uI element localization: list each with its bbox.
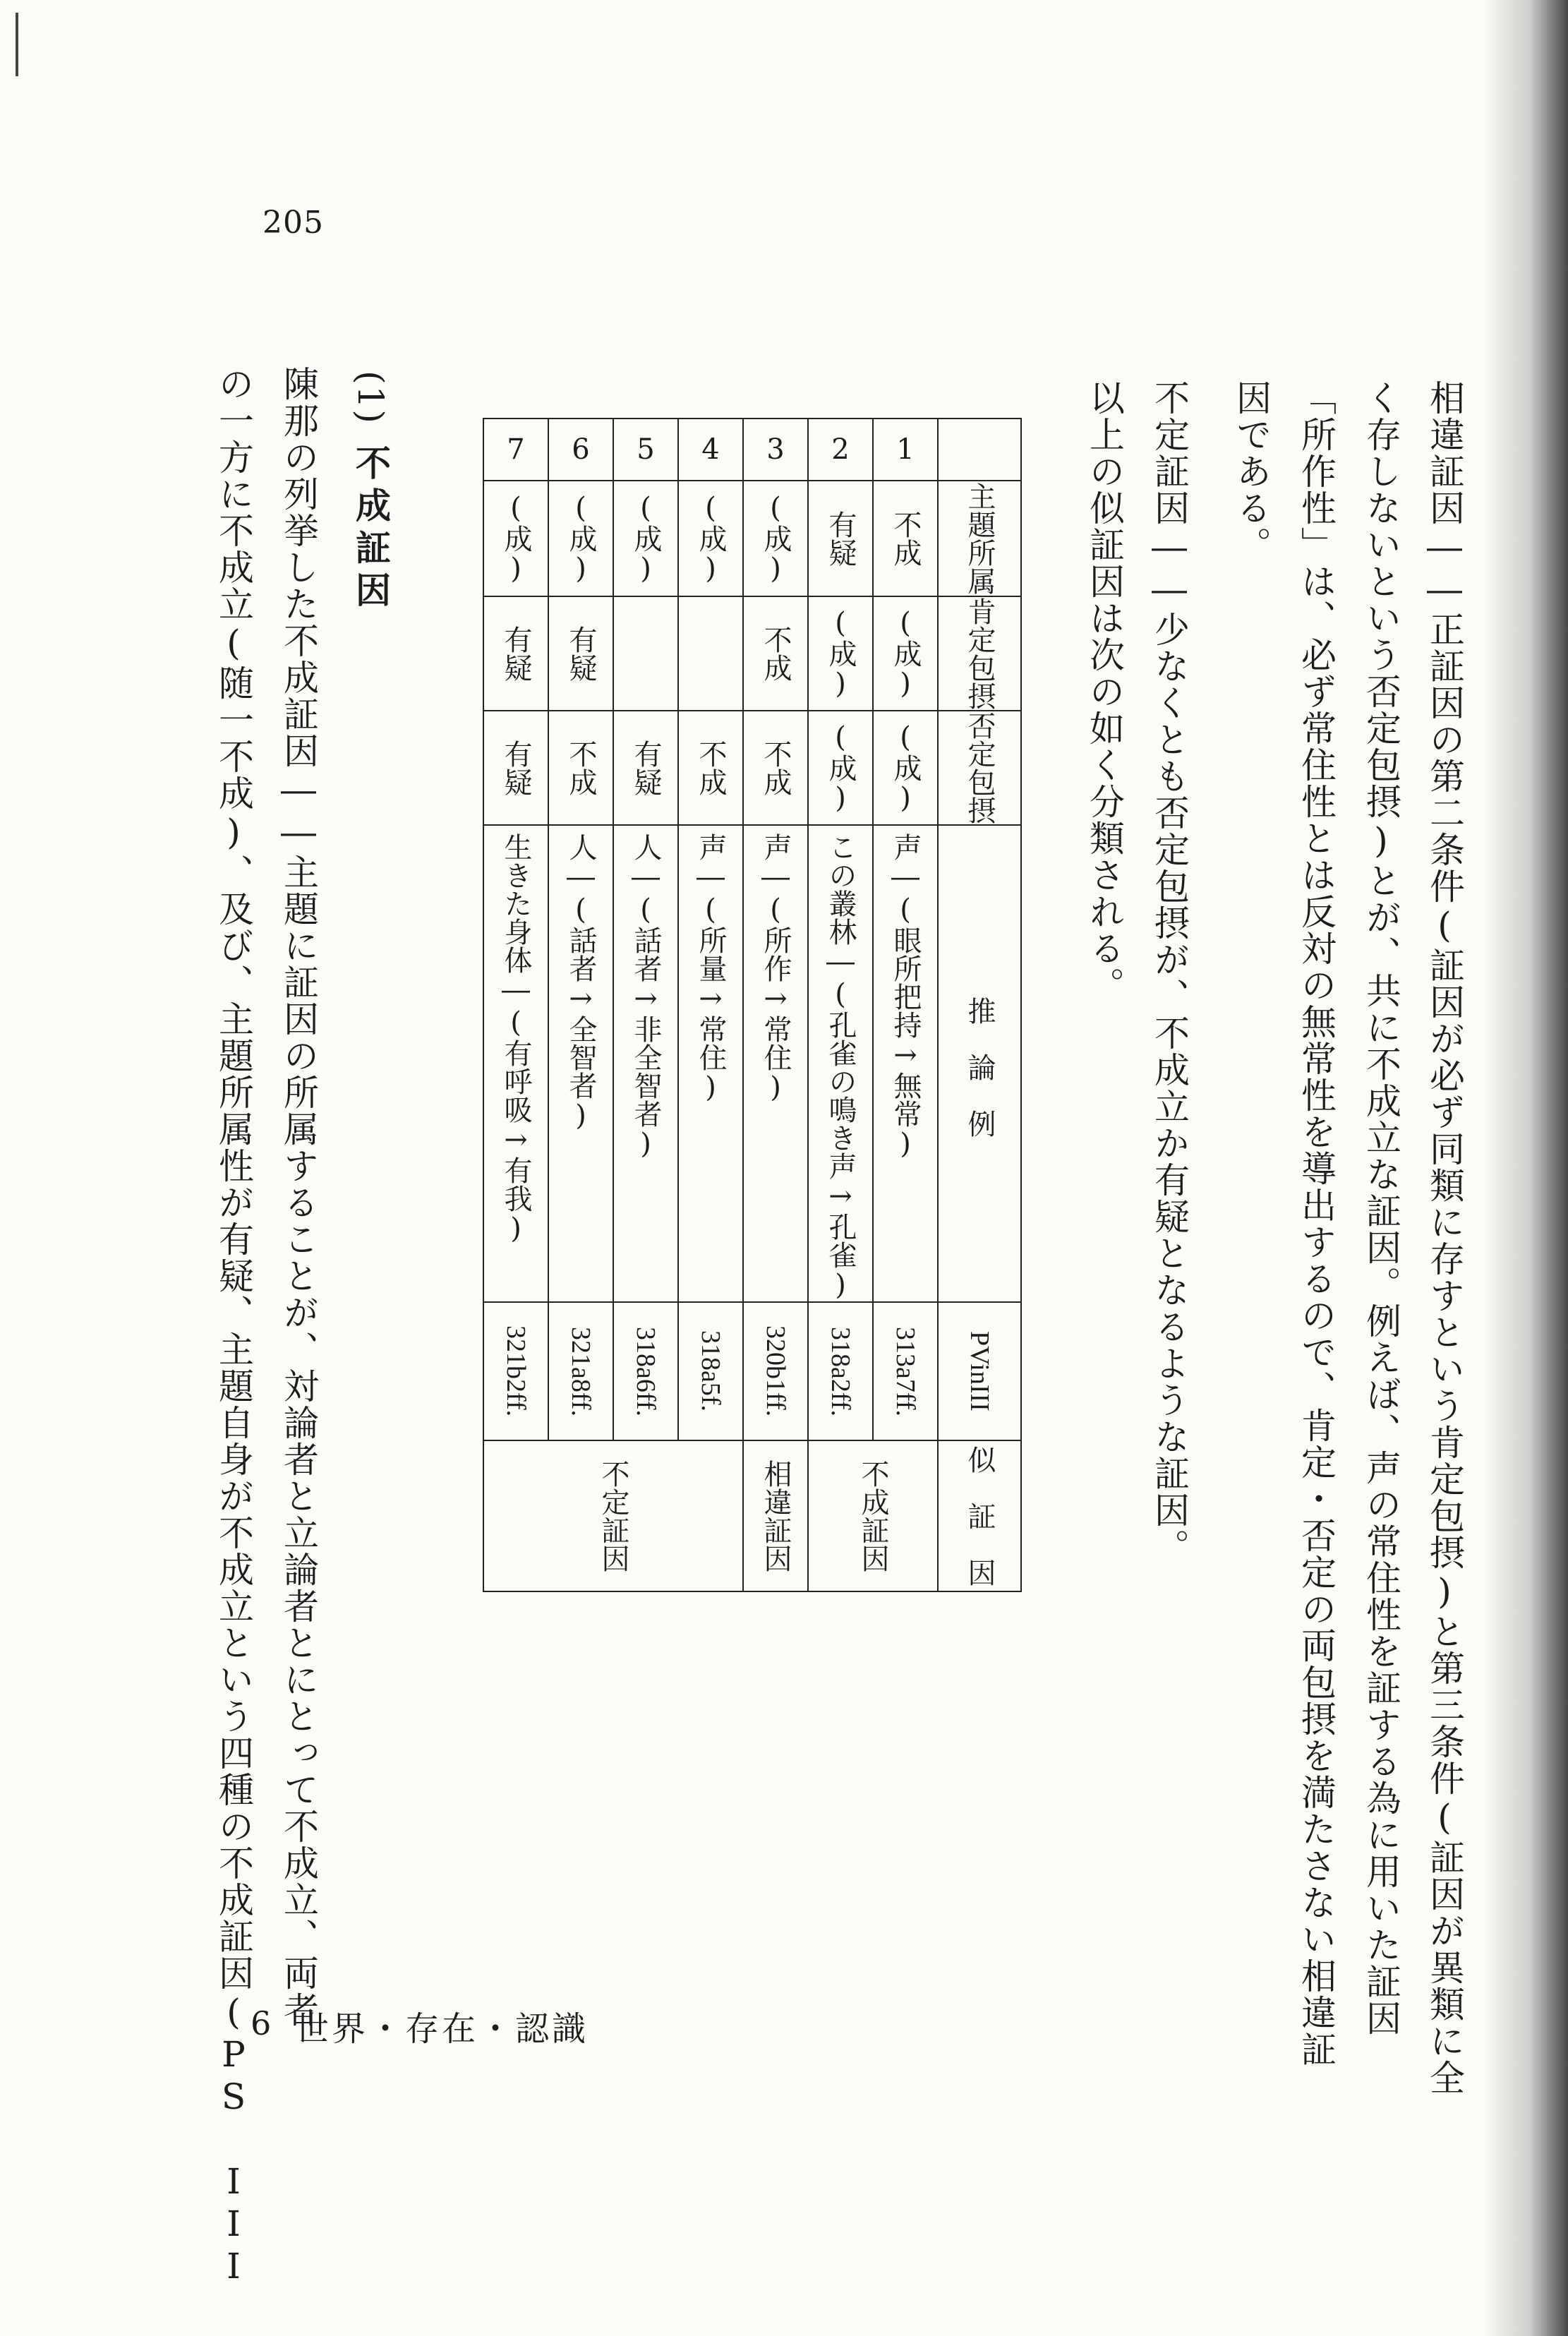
row-ref: 320b1ff. — [743, 1302, 808, 1440]
row-ref: 321a8ff. — [548, 1302, 613, 1440]
row-subject: 不成 — [873, 481, 938, 596]
row-example: 人―(話者→全智者) — [548, 825, 613, 1302]
row-ref: 313a7ff. — [873, 1302, 938, 1440]
body-line-5: 不定証因――少なくとも否定包摂が、不成立か有疑となるような証因。 — [1149, 380, 1190, 1565]
row-num: 2 — [808, 419, 873, 481]
row-num: 4 — [678, 419, 743, 481]
row-negative: 不成 — [678, 711, 743, 825]
row-example: 声―(所作→常住) — [743, 825, 808, 1302]
table-row — [483, 419, 548, 1591]
scan-corner-mark — [16, 13, 47, 76]
row-num: 3 — [743, 419, 808, 481]
row-example: 生きた身体―(有呼吸→有我) — [483, 825, 548, 1302]
row-example: 声―(所量→常住) — [678, 825, 743, 1302]
row-example: この叢林―(孔雀の鳴き声→孔雀) — [808, 825, 873, 1302]
table-row — [873, 419, 938, 1591]
row-positive: 有疑 — [548, 596, 613, 711]
row-negative: 有疑 — [483, 711, 548, 825]
table-row — [678, 419, 743, 1591]
table-header-column — [938, 419, 1021, 1591]
table-row — [743, 419, 808, 1591]
header-ref: PVinIII — [938, 1302, 1021, 1440]
row-example: 人―(話者→非全智者) — [613, 825, 678, 1302]
section-line-1: 陳那の列挙した不成証因――主題に証因の所属することが、対論者と立論者とにとって不成立、両者 — [278, 366, 319, 2028]
header-num — [938, 419, 1021, 481]
header-positive: 肯定包摂 — [938, 596, 1021, 711]
header-negative: 否定包摂 — [938, 711, 1021, 825]
row-num: 6 — [548, 419, 613, 481]
body-line-6: 以上の似証因は次の如く分類される。 — [1084, 380, 1125, 1004]
row-ref: 318a6ff. — [613, 1302, 678, 1440]
row-subject: (成) — [548, 481, 613, 596]
row-negative: (成) — [808, 711, 873, 825]
row-ref: 318a2ff. — [808, 1302, 873, 1440]
row-subject: (成) — [678, 481, 743, 596]
row-negative: 不成 — [548, 711, 613, 825]
row-subject: 有疑 — [808, 481, 873, 596]
kind-inconclusive: 不定証因 — [483, 1440, 743, 1591]
row-positive — [678, 596, 743, 711]
header-subject: 主題所属 — [938, 481, 1021, 596]
footer-chapter-number: 6 — [251, 2004, 272, 2042]
section-line-2: の一方に不成立(随一不成)、及び、主題所属性が有疑、主題自身が不成立という四種の不成証因(PS III — [213, 366, 254, 2288]
row-positive: (成) — [873, 596, 938, 711]
table-row — [613, 419, 678, 1591]
row-num: 7 — [483, 419, 548, 481]
body-line-3: 「所作性」は、必ず常住性とは反対の無常性を導出するので、肯定・否定の両包摂を満たさない相違証 — [1296, 380, 1337, 2068]
row-negative: 有疑 — [613, 711, 678, 825]
body-line-1: 相違証因――正証因の第二条件(証因が必ず同類に存すという肯定包摂)と第三条件(証因が異類に全 — [1424, 380, 1465, 2096]
row-positive — [613, 596, 678, 711]
header-kind: 似 証 因 — [938, 1440, 1021, 1591]
page-edge-shadow — [1483, 0, 1568, 2336]
header-example: 推 論 例 — [938, 825, 1021, 1302]
table-row — [808, 419, 873, 1591]
row-positive: (成) — [808, 596, 873, 711]
table-row — [548, 419, 613, 1591]
section-heading: 不成証因 — [350, 445, 392, 614]
row-negative: (成) — [873, 711, 938, 825]
row-subject: (成) — [743, 481, 808, 596]
row-positive: 不成 — [743, 596, 808, 711]
body-line-4: 因である。 — [1231, 380, 1272, 563]
footer-chapter-title: 世界・存在・認識 — [295, 2009, 589, 2049]
body-line-2: く存しないという否定包摂)とが、共に不成立な証因。例えば、声の常住性を証する為に用いた証因 — [1361, 380, 1401, 2037]
row-ref: 318a5f. — [678, 1302, 743, 1440]
row-ref: 321b2ff. — [483, 1302, 548, 1440]
row-num: 1 — [873, 419, 938, 481]
kind-contradictory: 相違証因 — [743, 1440, 808, 1591]
section-heading-number: (1) — [350, 371, 391, 425]
row-num: 5 — [613, 419, 678, 481]
pseudo-reason-table — [483, 418, 1022, 1592]
row-subject: (成) — [613, 481, 678, 596]
row-example: 声―(眼所把持→無常) — [873, 825, 938, 1302]
page-folio: 205 — [263, 205, 324, 241]
kind-unestablished: 不成証因 — [808, 1440, 938, 1591]
row-subject: (成) — [483, 481, 548, 596]
row-negative: 不成 — [743, 711, 808, 825]
row-positive: 有疑 — [483, 596, 548, 711]
